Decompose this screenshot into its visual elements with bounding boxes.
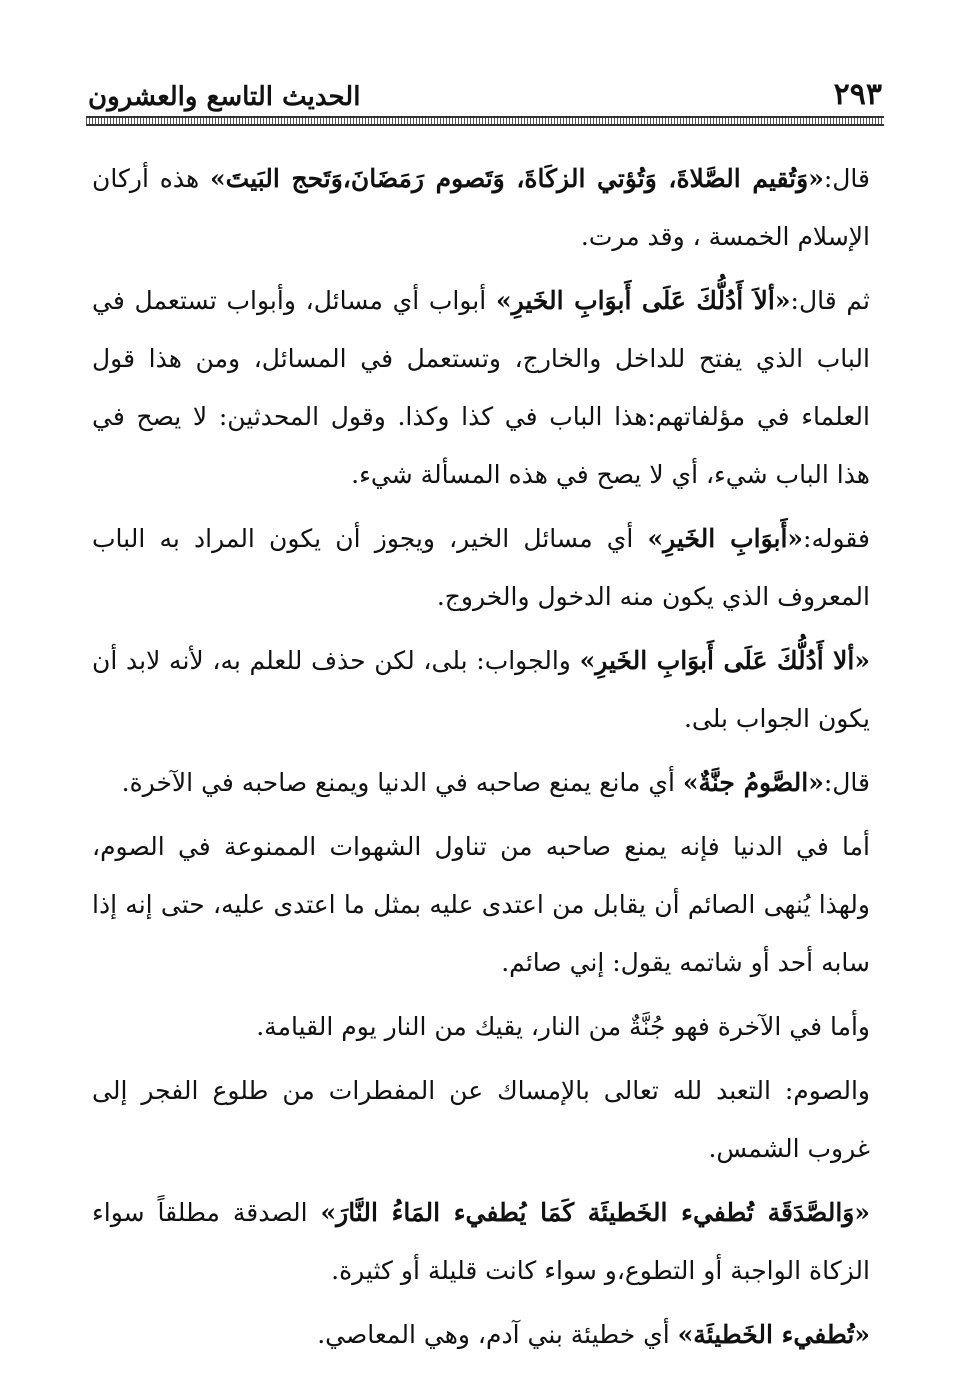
running-title: الحديث التاسع والعشرون bbox=[88, 82, 361, 112]
paragraph-text: أبواب أي مسائل، وأبواب تستعمل في الباب الذي يفتح للداخل والخارج، وتستعمل في المسائل، ومن هذا قول العلماء في مؤلفاتهم:هذا الباب في كذا وكذا. وقول المحدثين: لا يصح في هذا الباب شيء، أي لا يصح في هذه المسألة شيء. bbox=[92, 286, 870, 489]
paragraph bbox=[92, 998, 888, 1056]
paragraph-text: الصدقة مطلقاً سواء الزكاة الواجبة أو التطوع،و سواء كانت قليلة أو كثيرة. bbox=[92, 1198, 870, 1285]
hadith-quote: «وَالصَّدَقَة تُطفيء الخَطيئَة كَمَا يُطفيء المَاءُ النَّارَ» bbox=[320, 1198, 870, 1227]
paragraph-lead: ثم قال: bbox=[790, 286, 871, 315]
paragraph-text: أي خطيئة بني آدم، وهي المعاصي. bbox=[317, 1320, 678, 1349]
paragraph bbox=[92, 1306, 888, 1364]
paragraph bbox=[92, 632, 888, 748]
hadith-quote: «تُطفيء الخَطيئَة» bbox=[677, 1320, 870, 1349]
paragraph bbox=[92, 818, 888, 992]
paragraph bbox=[92, 510, 888, 626]
hadith-quote: «ألاَ أَدُلُّكَ عَلَى أَبوَابِ الخَيرِ» bbox=[495, 286, 791, 315]
paragraph bbox=[92, 1062, 888, 1178]
paragraph-lead: قال: bbox=[823, 164, 870, 193]
hadith-quote: «ألا أَدُلُّكَ عَلَى أَبوَابِ الخَيرِ» bbox=[579, 646, 871, 675]
page-number: ٢٩٣ bbox=[833, 77, 882, 112]
paragraph-lead: فقوله: bbox=[803, 524, 870, 553]
paragraph bbox=[92, 1184, 888, 1300]
hadith-quote: «أَبوَابِ الخَيرِ» bbox=[647, 524, 804, 553]
page-body bbox=[92, 150, 888, 1370]
paragraph-text: هذه أركان الإسلام الخمسة ، وقد مرت. bbox=[92, 164, 870, 251]
hadith-quote: «وَتُقيم الصَّلاةَ، وَتُؤتي الزكَاةَ، وَتَصوم رَمَضَانَ،وَتَحج البَيتَ» bbox=[210, 164, 824, 193]
paragraph-text: أي مانع يمنع صاحبه في الدنيا ويمنع صاحبه في الآخرة. bbox=[121, 768, 683, 797]
paragraph bbox=[92, 150, 888, 266]
paragraph bbox=[92, 272, 888, 504]
paragraph-text: والصوم: التعبد لله تعالى بالإمساك عن المفطرات من طلوع الفجر إلى غروب الشمس. bbox=[92, 1076, 870, 1163]
paragraph-lead: قال: bbox=[823, 768, 870, 797]
paragraph bbox=[92, 754, 888, 812]
hadith-quote: «الصَّومُ جنَّةٌ» bbox=[682, 768, 824, 797]
paragraph-text: وأما في الآخرة فهو جُنَّةٌ من النار، يقيك من النار يوم القيامة. bbox=[256, 1012, 870, 1041]
paragraph-text: والجواب: بلى، لكن حذف للعلم به، لأنه لابد أن يكون الجواب بلى. bbox=[92, 646, 870, 733]
header-rule bbox=[86, 116, 884, 126]
page-header bbox=[88, 62, 882, 110]
paragraph-text: أي مسائل الخير، ويجوز أن يكون المراد به الباب المعروف الذي يكون منه الدخول والخروج. bbox=[92, 524, 870, 611]
paragraph-text: أما في الدنيا فإنه يمنع صاحبه من تناول الشهوات الممنوعة في الصوم، ولهذا يُنهى الصائم أن يقابل من اعتدى عليه بمثل ما اعتدى عليه، حتى إنه إذا سابه أحد أو شاتمه يقول: إني صائم. bbox=[92, 832, 870, 977]
